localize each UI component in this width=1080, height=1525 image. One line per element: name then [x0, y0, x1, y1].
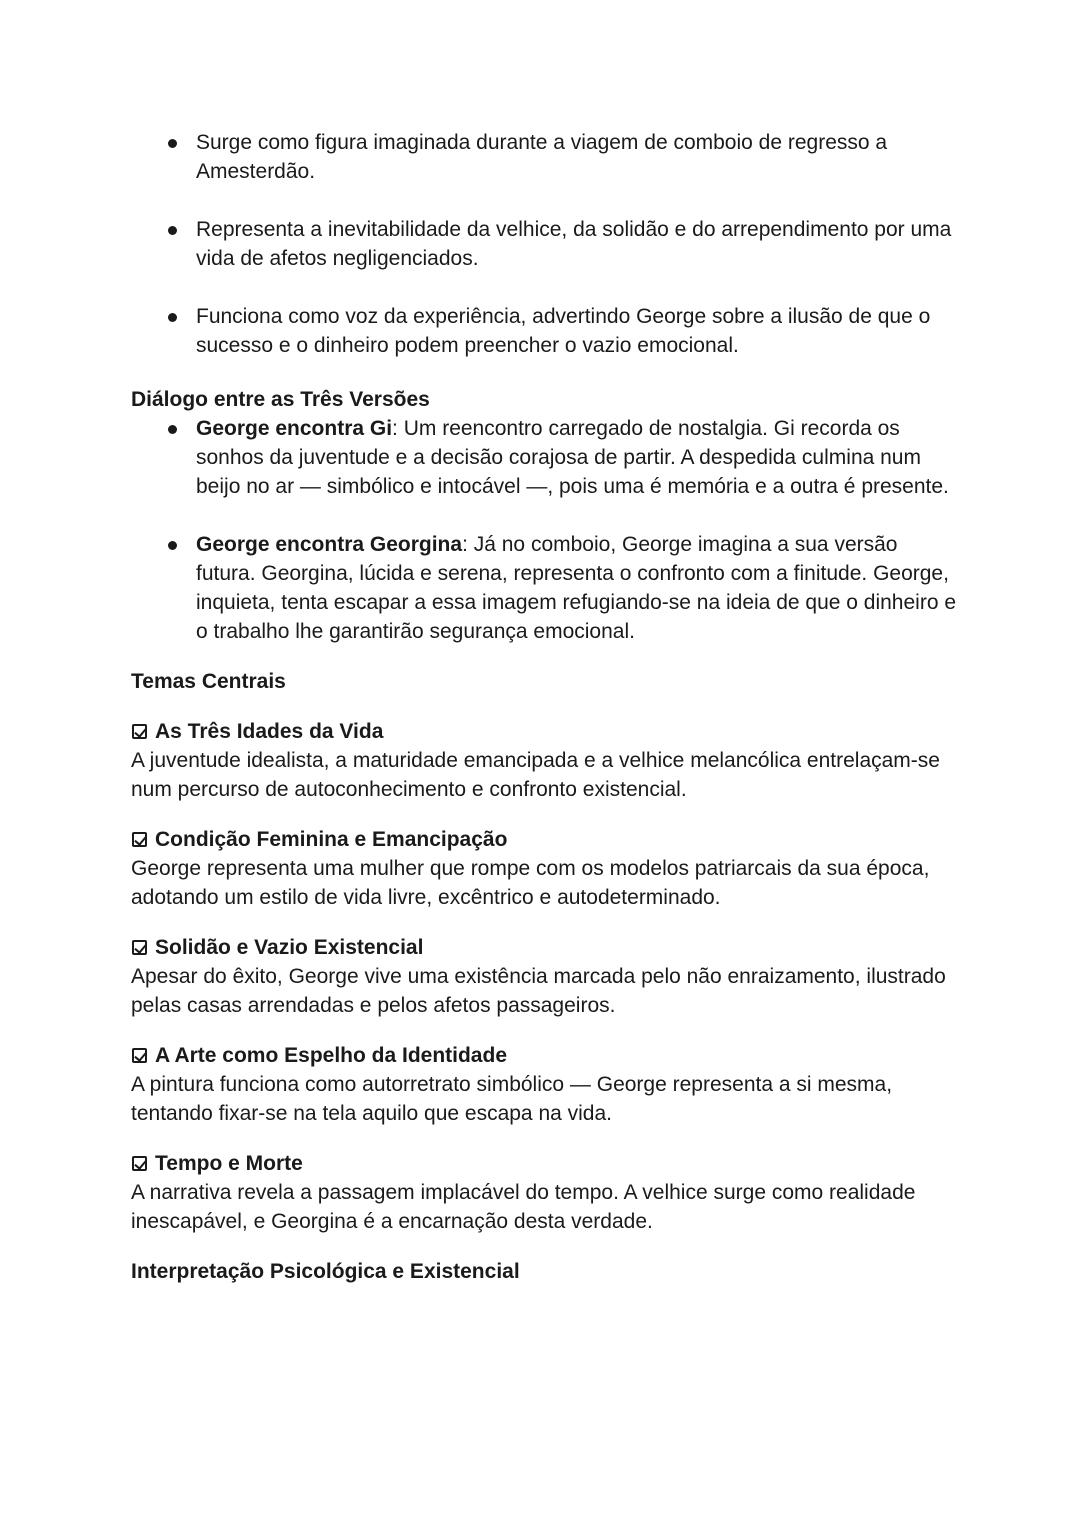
- theme-body: A juventude idealista, a maturidade emancipada e a velhice melancólica entrelaçam-se num percurso de autoconhecimento e confronto existencial.: [131, 749, 940, 801]
- list-item-text: : Um reencontro carregado de nostalgia. Gi recorda os sonhos da juventude e a decisão corajosa de partir. A despedida culmina num beijo no ar — simbólico e intocável —, pois uma é memória e a outra é presente.: [196, 417, 949, 498]
- list-item-text: Representa a inevitabilidade da velhice, da solidão e do arrependimento por uma vida de afetos negligenciados.: [196, 218, 952, 270]
- list-item-lead: George encontra Georgina: [196, 533, 463, 556]
- dialogo-bullet-list: [131, 414, 961, 646]
- list-item-text: Surge como figura imaginada durante a viagem de comboio de regresso a Amesterdão.: [196, 131, 888, 183]
- document-content: [131, 128, 961, 1286]
- list-item: [131, 302, 961, 360]
- list-item-lead: George encontra Gi: [196, 417, 393, 440]
- list-item: [131, 215, 961, 273]
- theme-block: [131, 1149, 961, 1236]
- theme-title: [131, 1041, 961, 1070]
- section-heading-interpretacao: Interpretação Psicológica e Existencial: [131, 1260, 520, 1283]
- theme-title-text: Condição Feminina e Emancipação: [155, 828, 508, 851]
- theme-body: A pintura funciona como autorretrato simbólico — George representa a si mesma, tentando fixar-se na tela aquilo que escapa na vida.: [131, 1073, 893, 1125]
- checked-box-icon: [132, 940, 147, 955]
- intro-bullet-list: [131, 128, 961, 360]
- theme-title-text: A Arte como Espelho da Identidade: [155, 1044, 507, 1067]
- theme-title-text: Tempo e Morte: [155, 1152, 303, 1175]
- list-item: [131, 530, 961, 646]
- theme-body: Apesar do êxito, George vive uma existência marcada pelo não enraizamento, ilustrado pelas casas arrendadas e pelos afetos passageiros.: [131, 965, 946, 1017]
- theme-body: George representa uma mulher que rompe com os modelos patriarcais da sua época, adotando um estilo de vida livre, excêntrico e autodeterminado.: [131, 857, 930, 909]
- bullet-dot-icon: [168, 425, 177, 434]
- list-item: [131, 414, 961, 501]
- checked-box-icon: [132, 1156, 147, 1171]
- theme-title: [131, 933, 961, 962]
- bullet-dot-icon: [168, 313, 177, 322]
- theme-block: [131, 717, 961, 804]
- checked-box-icon: [132, 832, 147, 847]
- section-heading-dialogo: Diálogo entre as Três Versões: [131, 388, 430, 411]
- theme-block: [131, 933, 961, 1020]
- bullet-dot-icon: [168, 139, 177, 148]
- theme-title: [131, 1149, 961, 1178]
- bullet-dot-icon: [168, 541, 177, 550]
- list-item-text: : Já no comboio, George imagina a sua versão futura. Georgina, lúcida e serena, representa o confronto com a finitude. George, inquieta, tenta escapar a essa imagem refugiando-se na ideia de que o dinheiro e o trabalho lhe garantirão segurança emocional.: [196, 533, 957, 643]
- bullet-dot-icon: [168, 226, 177, 235]
- theme-block: [131, 825, 961, 912]
- theme-title-text: As Três Idades da Vida: [155, 720, 384, 743]
- list-item: [131, 128, 961, 186]
- theme-title-text: Solidão e Vazio Existencial: [155, 936, 424, 959]
- theme-title: [131, 717, 961, 746]
- theme-body: A narrativa revela a passagem implacável do tempo. A velhice surge como realidade inescapável, e Georgina é a encarnação desta verdade.: [131, 1181, 916, 1233]
- checked-box-icon: [132, 1048, 147, 1063]
- section-heading-temas: Temas Centrais: [131, 670, 286, 693]
- checked-box-icon: [132, 724, 147, 739]
- list-item-text: Funciona como voz da experiência, advertindo George sobre a ilusão de que o sucesso e o dinheiro podem preencher o vazio emocional.: [196, 305, 931, 357]
- theme-title: [131, 825, 961, 854]
- theme-block: [131, 1041, 961, 1128]
